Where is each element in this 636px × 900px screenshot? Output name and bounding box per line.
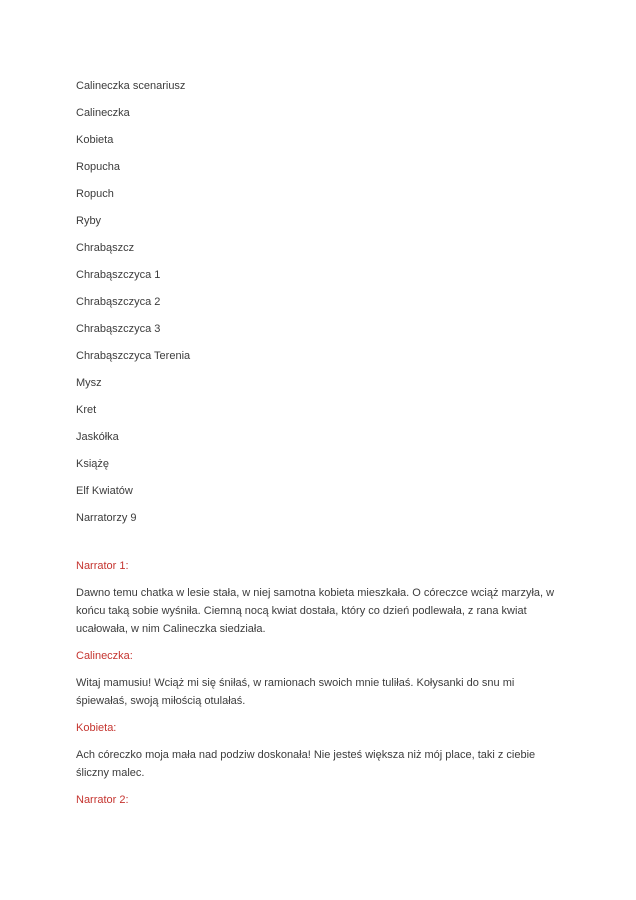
cast-member: Kobieta [76,134,114,146]
speaker-heading: Kobieta: [76,722,117,734]
script-body [76,557,566,809]
cast-member: Chrabąszczyca Terenia [76,350,191,362]
cast-member: Książę [76,458,110,470]
cast-member: Calineczka [76,107,130,119]
cast-list [76,104,566,527]
cast-member: Chrabąszczyca 3 [76,323,161,335]
cast-member: Kret [76,404,97,416]
cast-member: Chrabąszczyca 2 [76,296,161,308]
dialogue-paragraph: Ach córeczko moja mała nad podziw doskonała! Nie jesteś większa niż mój place, taki z ciebie śliczny malec. [76,749,536,779]
speaker-heading: Narrator 2: [76,794,129,806]
cast-member: Ryby [76,215,102,227]
cast-member: Jaskółka [76,431,119,443]
dialogue-paragraph: Dawno temu chatka w lesie stała, w niej samotna kobieta mieszkała. O córeczce wciąż marzyła, w końcu taką sobie wyśniła. Ciemną nocą kwiat dostała, który co dzień podlewała, z rana kwiat ucałowała, w nim Calineczka siedziała. [76,587,555,635]
cast-member: Chrabąszczyca 1 [76,269,161,281]
cast-member: Ropuch [76,188,114,200]
cast-member: Narratorzy 9 [76,512,137,524]
dialogue-paragraph: Witaj mamusiu! Wciąż mi się śniłaś, w ramionach swoich mnie tuliłaś. Kołysanki do snu mi śpiewałaś, swoją miłością otulałaś. [76,677,515,707]
cast-member: Chrabąszcz [76,242,135,254]
speaker-heading: Narrator 1: [76,560,129,572]
script-title: Calineczka scenariusz [76,80,186,92]
cast-member: Elf Kwiatów [76,485,133,497]
speaker-heading: Calineczka: [76,650,133,662]
cast-member: Mysz [76,377,102,389]
cast-member: Ropucha [76,161,121,173]
